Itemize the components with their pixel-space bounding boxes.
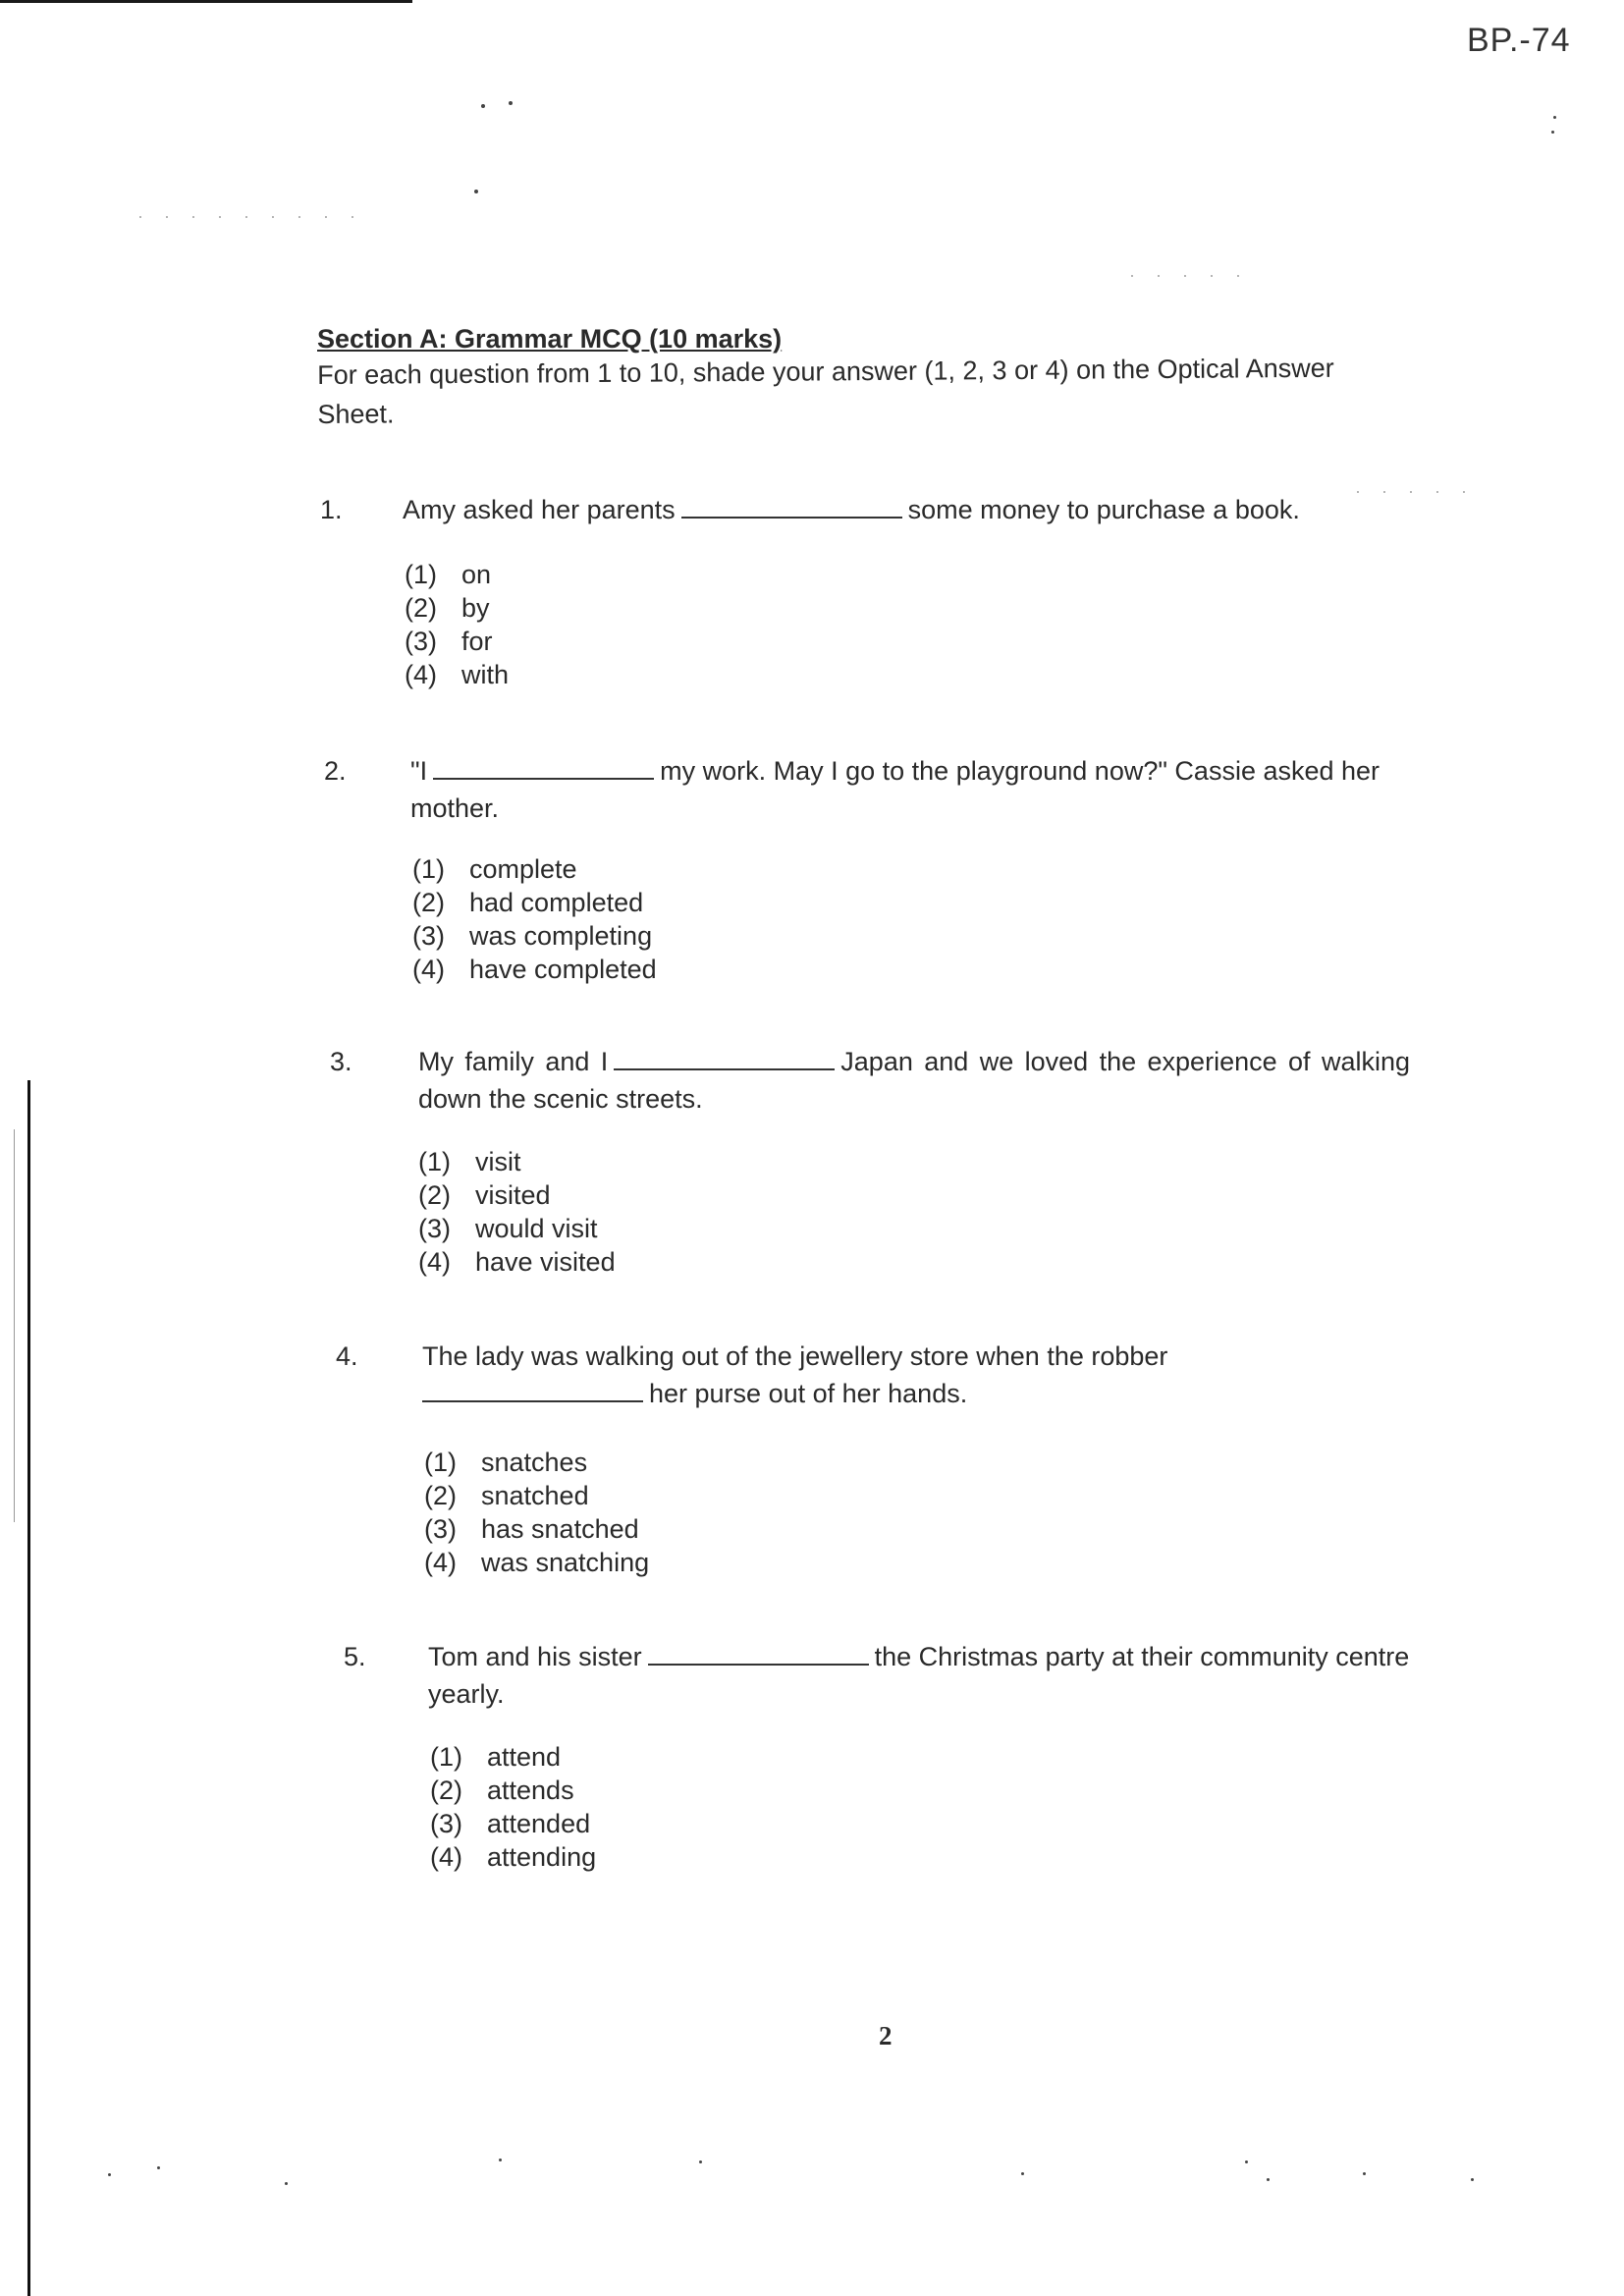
page-code: BP.-74 bbox=[1467, 22, 1571, 59]
scan-speck bbox=[1245, 2160, 1248, 2163]
page-number: 2 bbox=[879, 2021, 893, 2050]
scan-speck bbox=[1363, 2172, 1366, 2175]
option-list bbox=[430, 1740, 596, 1874]
question-stem bbox=[418, 1043, 1410, 1118]
scan-speck bbox=[509, 101, 513, 105]
stem-before: "I bbox=[410, 756, 428, 786]
option: (2) by bbox=[405, 593, 490, 623]
option: (3) has snatched bbox=[424, 1514, 639, 1544]
answer-blank bbox=[681, 493, 902, 519]
option-list bbox=[418, 1145, 616, 1279]
option-list bbox=[424, 1446, 649, 1579]
section-instruction: For each question from 1 to 10, shade your answer (1, 2, 3 or 4) on the Optical Answer Sheet. bbox=[317, 353, 1334, 429]
option: (2) visited bbox=[418, 1180, 551, 1210]
scan-speck bbox=[108, 2173, 111, 2176]
question-stem bbox=[403, 491, 1404, 528]
option: (3) attended bbox=[430, 1809, 591, 1838]
option: (4) with bbox=[405, 660, 510, 689]
scan-noise: · · · · · bbox=[1129, 265, 1249, 285]
stem-after: my work. May I go to the playground now?" Cassie asked her mother. bbox=[410, 756, 1380, 823]
stem-before: Tom and his sister bbox=[428, 1642, 642, 1671]
question-number: 1. bbox=[320, 495, 343, 524]
answer-blank bbox=[648, 1640, 869, 1666]
question-stem bbox=[428, 1638, 1420, 1713]
scan-speck bbox=[1021, 2172, 1024, 2175]
option: (4) have visited bbox=[418, 1247, 616, 1277]
option: (1) on bbox=[405, 560, 492, 589]
option: (4) have completed bbox=[412, 955, 657, 984]
answer-blank bbox=[614, 1045, 835, 1070]
scan-edge-left-faint bbox=[14, 1129, 15, 1522]
answer-blank bbox=[433, 754, 654, 780]
option-list bbox=[412, 852, 657, 986]
scan-speck bbox=[474, 190, 478, 193]
option: (2) attends bbox=[430, 1776, 574, 1805]
question-stem bbox=[422, 1338, 1414, 1412]
stem-before: My family and I bbox=[418, 1047, 609, 1076]
scan-speck bbox=[1471, 2178, 1474, 2181]
scan-speck bbox=[499, 2159, 502, 2161]
scan-speck bbox=[1267, 2178, 1270, 2181]
stem-after: the Christmas party at their community centre yearly. bbox=[428, 1642, 1410, 1709]
question-number: 4. bbox=[336, 1341, 358, 1371]
option: (3) would visit bbox=[418, 1214, 598, 1243]
scan-noise: · · · · · · · · · bbox=[137, 206, 363, 226]
question-number: 2. bbox=[324, 756, 347, 786]
question-stem bbox=[410, 752, 1402, 827]
option: (3) was completing bbox=[412, 921, 653, 951]
stem-after: Japan and we loved the experience of walking down the scenic streets. bbox=[418, 1047, 1410, 1114]
option: (1) attend bbox=[430, 1742, 562, 1772]
scan-noise: · · · · · bbox=[1355, 481, 1475, 501]
option: (2) had completed bbox=[412, 888, 644, 917]
stem-before: Amy asked her parents bbox=[403, 495, 676, 524]
scan-edge-top bbox=[0, 0, 412, 3]
scan-edge-left bbox=[27, 1080, 30, 2296]
scan-speck bbox=[481, 104, 485, 108]
question-number: 3. bbox=[330, 1047, 352, 1076]
stem-after: some money to purchase a book. bbox=[907, 495, 1300, 524]
option: (3) for bbox=[405, 627, 493, 656]
stem-before: The lady was walking out of the jewellery store when the robber bbox=[422, 1341, 1168, 1371]
scan-speck bbox=[1553, 116, 1556, 119]
scan-speck bbox=[285, 2182, 288, 2185]
option-list bbox=[405, 558, 509, 691]
option: (4) attending bbox=[430, 1842, 597, 1872]
question-number: 5. bbox=[344, 1642, 366, 1671]
scan-speck bbox=[157, 2166, 160, 2169]
option: (1) visit bbox=[418, 1147, 521, 1176]
scan-speck bbox=[699, 2160, 702, 2163]
stem-after: her purse out of her hands. bbox=[649, 1379, 968, 1408]
option: (1) snatches bbox=[424, 1448, 588, 1477]
option: (4) was snatching bbox=[424, 1548, 650, 1577]
option: (1) complete bbox=[412, 854, 577, 884]
section-title: Section A: Grammar MCQ (10 marks) bbox=[317, 324, 783, 354]
option: (2) snatched bbox=[424, 1481, 589, 1510]
scan-speck bbox=[1551, 131, 1554, 134]
answer-blank bbox=[422, 1377, 643, 1402]
